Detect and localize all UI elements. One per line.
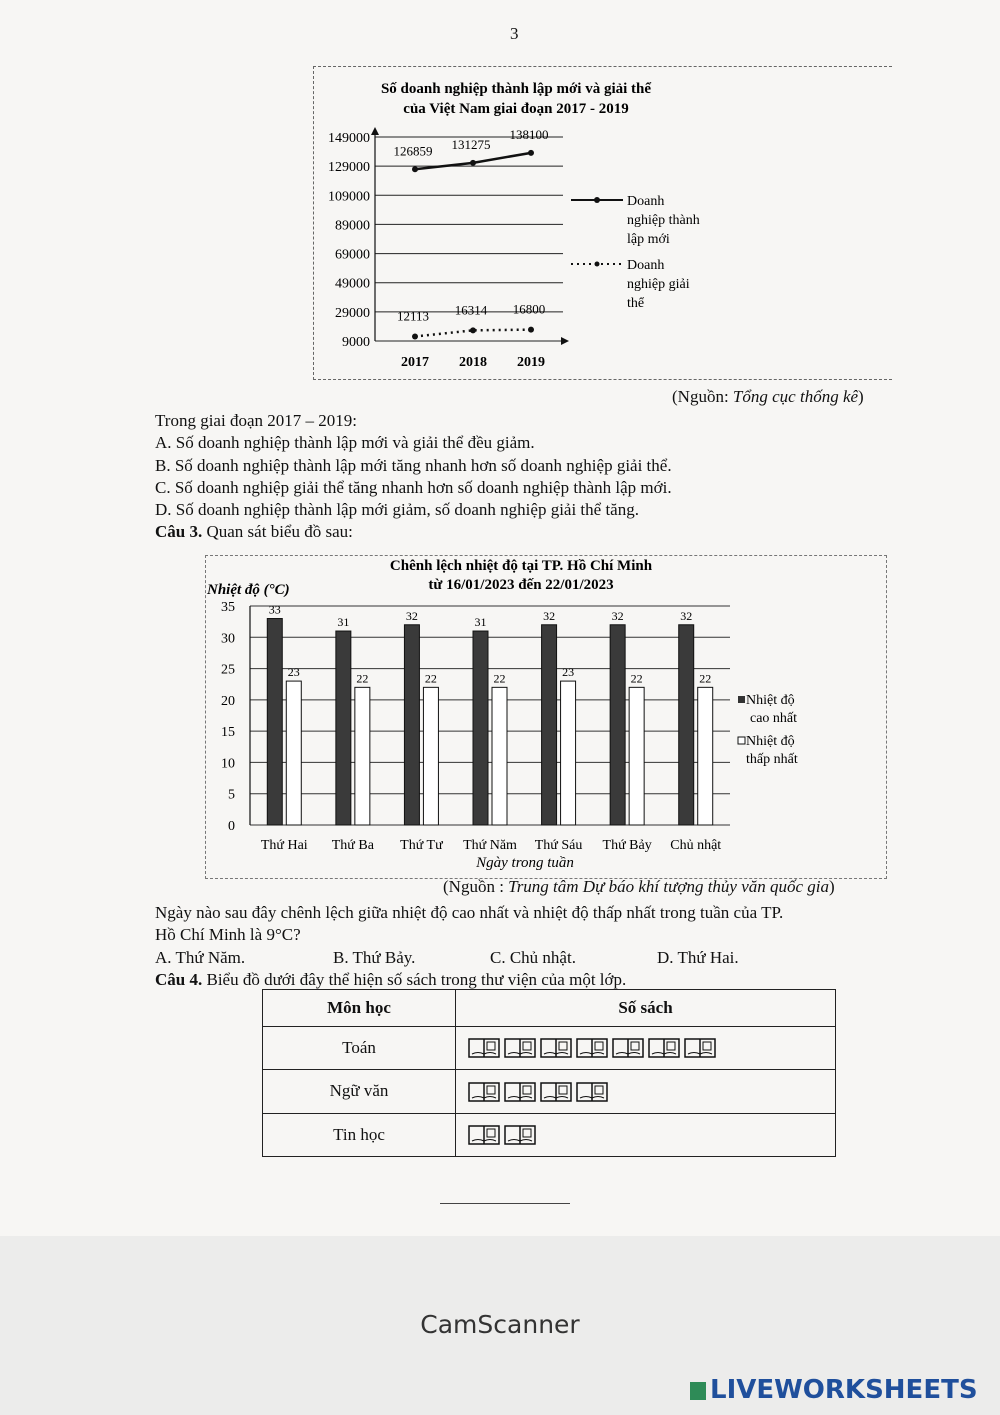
chart1-point (470, 160, 476, 166)
chart2-source-name: Trung tâm Dự báo khí tượng thủy văn quốc gia (508, 877, 830, 896)
chart2-xtick-label: Thứ Ba (331, 838, 374, 853)
col-subject-header: Môn học (263, 990, 456, 1027)
chart2-legend-s1-l2: cao nhất (750, 711, 798, 726)
chart2-bar-low (629, 687, 644, 825)
book-icon (468, 1124, 500, 1146)
chart1-point (470, 327, 476, 333)
chart1-point (528, 150, 534, 156)
q3-question-line2: Hồ Chí Minh là 9°C? (155, 925, 301, 944)
chart2-legend (738, 693, 798, 767)
camscanner-label: CamScanner (420, 1310, 580, 1339)
book-icon (576, 1037, 608, 1059)
book-icon (468, 1081, 500, 1103)
chart2-xtick-label: Thứ Hai (260, 838, 308, 853)
chart1-legend (571, 194, 700, 311)
chart2-ytick-label: 20 (221, 693, 235, 709)
q4-stem: Biểu đồ dưới đây thể hiện số sách trong thư viện của một lớp. (202, 970, 627, 989)
col-books-header: Số sách (456, 990, 836, 1027)
chart1-data-label: 16314 (454, 302, 488, 318)
chart2-data-label-high: 32 (680, 608, 693, 623)
book-icon (540, 1037, 572, 1059)
chart2-source-prefix: (Nguồn : (443, 877, 509, 896)
chart1-source-name: Tổng cục thống kê (732, 387, 859, 406)
chart2-xtick-label: Thứ Bảy (602, 838, 652, 853)
chart2-source-suffix: ) (829, 877, 835, 896)
books-cell (456, 1070, 836, 1113)
chart1-source-suffix: ) (858, 387, 864, 406)
subject-cell: Ngữ văn (263, 1070, 456, 1113)
chart1-point (412, 166, 418, 172)
chart2-bar-high (542, 625, 557, 825)
q3-option-a[interactable]: A. Thứ Năm. (155, 948, 246, 967)
q3-question-line1: Ngày nào sau đây chênh lệch giữa nhiệt độ cao nhất và nhiệt độ thấp nhất trong tuần của TP. (155, 903, 784, 922)
chart2-data-label-low: 22 (424, 671, 437, 686)
chart1-legend-s2-l1: Doanh (627, 258, 665, 273)
chart1-x-arrow (561, 337, 569, 345)
chart2-data-label-low: 22 (699, 671, 712, 686)
chart1-ytick-label: 49000 (335, 276, 370, 292)
liveworksheets-text: LIVEWORKSHEETS (710, 1375, 978, 1405)
chart2-bar-low (561, 681, 576, 825)
chart1-ytick-label: 69000 (335, 247, 370, 263)
books-table (262, 989, 836, 1157)
chart2-data-label-high: 32 (405, 608, 418, 623)
chart1-data-label: 126859 (393, 143, 433, 159)
chart2-data-label-high: 31 (474, 615, 487, 630)
table-row (263, 1027, 836, 1070)
chart2-legend-s2-l2: thấp nhất (746, 752, 798, 767)
chart2-data-label-high: 32 (611, 608, 624, 623)
chart1-point (528, 327, 534, 333)
page-number: 3 (510, 24, 519, 43)
q4-label: Câu 4. (155, 970, 203, 989)
chart2-data-label-low: 22 (356, 671, 369, 686)
chart1-subtitle: của Việt Nam giai đoạn 2017 - 2019 (403, 101, 629, 117)
chart1-data-label: 12113 (396, 308, 430, 324)
chart2-subtitle: từ 16/01/2023 đến 22/01/2023 (428, 577, 614, 593)
table-row (263, 1113, 836, 1156)
chart2-ytick-label: 25 (221, 662, 235, 678)
chart1-line-chart (313, 66, 893, 378)
chart1-ytick-label: 89000 (335, 218, 370, 234)
q2-stem: Trong giai đoạn 2017 – 2019: (155, 411, 357, 430)
chart1-ytick-label: 129000 (328, 160, 370, 176)
chart2-xtick-label: Thứ Năm (463, 838, 517, 853)
chart1-data-label: 138100 (509, 126, 549, 142)
chart2-source (443, 877, 835, 897)
books-table-header (263, 990, 836, 1027)
table-row (263, 1070, 836, 1113)
chart2-bar-low (423, 687, 438, 825)
book-icon (504, 1037, 536, 1059)
chart1-legend-s2-l3: thể (627, 296, 645, 311)
book-icon (684, 1037, 716, 1059)
chart2-bar-low (286, 681, 301, 825)
liveworksheets-logo-icon (690, 1382, 706, 1400)
chart2-data-label-high: 31 (337, 615, 350, 630)
chart1-source (672, 387, 864, 407)
chart2-ytick-label: 30 (221, 631, 235, 647)
q3-label: Câu 3. (155, 522, 203, 541)
chart1-source-prefix: (Nguồn: (672, 387, 733, 406)
chart2-bar-high (473, 631, 488, 825)
chart2-bar-low (355, 687, 370, 825)
book-icon (612, 1037, 644, 1059)
q2-option-a[interactable]: A. Số doanh nghiệp thành lập mới và giải thể đều giảm. (155, 433, 535, 452)
chart2-bar-chart (205, 552, 845, 877)
chart2-bar-low (492, 687, 507, 825)
chart2-ytick-label: 0 (228, 819, 235, 834)
chart2-data-label-high: 32 (543, 608, 556, 623)
chart1-marks (394, 127, 549, 340)
chart2-bar-high (336, 631, 351, 825)
chart1-legend-s1-l3: lập mới (627, 232, 670, 247)
chart2-bar-low (698, 687, 713, 825)
chart2-data-label-high: 33 (268, 602, 281, 617)
chart1-data-label: 131275 (451, 136, 491, 152)
q3-option-c[interactable]: C. Chủ nhật. (490, 948, 576, 967)
books-cell (456, 1113, 836, 1156)
chart2-bar-high (404, 625, 419, 825)
chart2-xtick-label: Chủ nhật (670, 838, 722, 853)
chart2-marks (261, 603, 721, 853)
q3-stem: Quan sát biểu đồ sau: (202, 522, 353, 541)
chart1-legend-s1-l2: nghiệp thành (627, 213, 700, 228)
q3-heading (155, 521, 353, 543)
chart2-ytick-label: 10 (221, 756, 235, 772)
chart1-point (412, 333, 418, 339)
chart1-ytick-label: 9000 (342, 335, 370, 350)
subject-cell: Toán (263, 1027, 456, 1070)
chart2-ylabel: Nhiệt độ (°C) (207, 582, 290, 598)
chart2-xtick-label: Thứ Sáu (534, 838, 583, 853)
page-divider (440, 1203, 570, 1204)
subject-cell: Tin học (263, 1113, 456, 1156)
chart1-xtick-label: 2017 (401, 355, 429, 370)
q2-option-b[interactable]: B. Số doanh nghiệp thành lập mới tăng nhanh hơn số doanh nghiệp giải thể. (155, 456, 672, 475)
chart2-data-label-low: 23 (562, 665, 575, 680)
book-icon (648, 1037, 680, 1059)
chart1-xtick-label: 2018 (459, 355, 487, 370)
chart2-data-label-low: 22 (630, 671, 643, 686)
q2-option-c[interactable]: C. Số doanh nghiệp giải thể tăng nhanh hơn số doanh nghiệp thành lập mới. (155, 478, 672, 497)
book-icon (540, 1081, 572, 1103)
chart2-bar-high (610, 625, 625, 825)
chart2-ytick-label: 15 (221, 725, 235, 741)
q2-option-d[interactable]: D. Số doanh nghiệp thành lập mới giảm, số doanh nghiệp giải thể tăng. (155, 500, 639, 519)
books-cell (456, 1027, 836, 1070)
chart1-legend-s2-l2: nghiệp giải (627, 277, 690, 292)
chart1-data-label: 16800 (512, 301, 546, 317)
chart1-y-arrow (371, 127, 379, 135)
chart2-data-label-low: 23 (287, 665, 300, 680)
book-icon (468, 1037, 500, 1059)
chart1-ytick-label: 109000 (328, 189, 370, 205)
chart1-title: Số doanh nghiệp thành lập mới và giải thể (380, 81, 652, 97)
chart1-ytick-label: 29000 (335, 305, 370, 321)
chart2-title: Chênh lệch nhiệt độ tại TP. Hồ Chí Minh (389, 558, 653, 574)
book-icon (504, 1081, 536, 1103)
chart2-bar-high (267, 619, 282, 825)
chart2-xlabel: Ngày trong tuần (476, 855, 574, 871)
chart1-legend-s1-l1: Doanh (627, 194, 665, 209)
chart2-ytick-label: 35 (221, 600, 235, 615)
chart1-ytick-label: 149000 (328, 131, 370, 146)
chart1-xtick-label: 2019 (517, 355, 545, 370)
chart2-data-label-low: 22 (493, 671, 506, 686)
chart2-legend-s1-l1: Nhiệt độ (746, 693, 795, 708)
chart2-ytick-label: 5 (228, 787, 235, 803)
book-icon (576, 1081, 608, 1103)
chart1-axes (328, 127, 569, 370)
chart2-bar-high (679, 625, 694, 825)
chart2-xtick-label: Thứ Tư (400, 838, 443, 853)
q3-option-d[interactable]: D. Thứ Hai. (657, 948, 739, 967)
q4-heading (155, 969, 626, 991)
liveworksheets-watermark (690, 1375, 978, 1405)
q3-option-b[interactable]: B. Thứ Bảy. (333, 948, 416, 967)
book-icon (504, 1124, 536, 1146)
chart2-legend-s2-l1: Nhiệt độ (746, 734, 795, 749)
